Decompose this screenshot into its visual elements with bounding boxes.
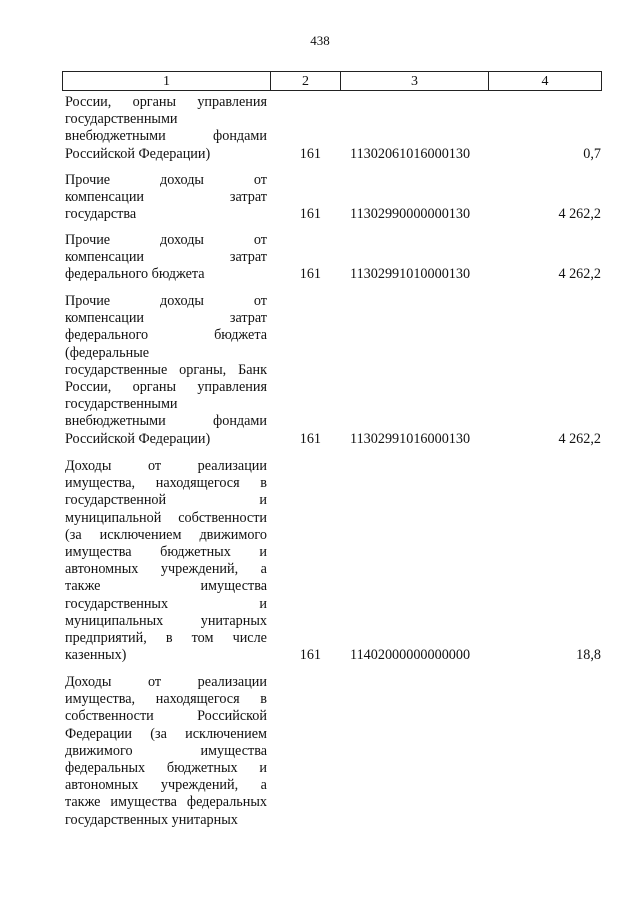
row-col2: 161 [299,431,321,447]
row-col2: 161 [299,146,321,162]
description-line: компенсации затрат [65,189,267,206]
description-line: Доходы от реализации [65,674,267,690]
description-line: автономных учреждений, а [65,561,267,578]
description-line: автономных учреждений, а [65,777,267,794]
row-amount: 18,8 [576,647,601,663]
row-description [65,172,267,224]
description-line: государственных унитарных [65,811,238,828]
description-line: компенсации затрат [65,249,267,266]
description-line: России, органы управления [65,94,267,110]
description-line: федеральных бюджетных и [65,760,267,777]
description-line: также имущества федеральных [65,794,267,811]
row-amount: 4 262,2 [558,266,601,282]
description-line: России, органы управления [65,379,267,396]
description-line: государственных и [65,595,267,612]
header-col-4: 4 [489,72,602,91]
description-line: Прочие доходы от [65,172,267,188]
row-code: 11302061016000130 [350,146,471,162]
description-line: Доходы от реализации [65,458,267,474]
row-code: 11302991010000130 [350,266,471,282]
description-line: государственными [65,396,178,413]
table-header [62,71,602,91]
row-amount: 0,7 [583,146,601,162]
row-description [65,94,267,163]
row-col2: 161 [299,647,321,663]
row-code: 11402000000000000 [350,647,471,663]
description-line: муниципальных унитарных [65,612,267,629]
row-code: 11302991016000130 [350,431,471,447]
description-line: государственными [65,111,178,128]
row-code: 11302990000000130 [350,206,471,222]
description-line: имущества, находящегося в [65,691,267,708]
description-line: компенсации затрат [65,310,267,327]
row-description [65,232,267,284]
row-col2: 161 [299,206,321,222]
description-line: государственные органы, Банк [65,361,267,378]
description-line: Российской Федерации) [65,430,211,447]
description-line: Российской Федерации) [65,145,211,162]
description-line: собственности Российской [65,708,267,725]
description-line: (федеральные [65,344,150,361]
header-col-3: 3 [341,72,489,91]
description-line: внебюджетными фондами [65,128,267,145]
description-line: федерального бюджета [65,266,205,283]
row-description [65,293,267,448]
description-line: Прочие доходы от [65,293,267,309]
description-line: имущества бюджетных и [65,544,267,561]
description-line: предприятий, в том числе [65,630,267,647]
description-line: федерального бюджета [65,327,267,344]
description-line: (за исключением движимого [65,526,267,543]
description-line: имущества, находящегося в [65,475,267,492]
description-line: внебюджетными фондами [65,413,267,430]
row-col2: 161 [299,266,321,282]
row-amount: 4 262,2 [558,206,601,222]
page-number: 438 [310,33,330,48]
row-amount: 4 262,2 [558,431,601,447]
header-col-2: 2 [271,72,341,91]
description-line: также имущества [65,578,267,595]
description-line: Федерации (за исключением [65,725,267,742]
description-line: государства [65,206,137,223]
description-line: Прочие доходы от [65,232,267,248]
description-line: движимого имущества [65,742,267,759]
row-description [65,458,267,664]
header-col-1: 1 [63,72,271,91]
row-description [65,674,267,829]
description-line: казенных) [65,647,127,664]
description-line: государственной и [65,492,267,509]
description-line: муниципальной собственности [65,509,267,526]
